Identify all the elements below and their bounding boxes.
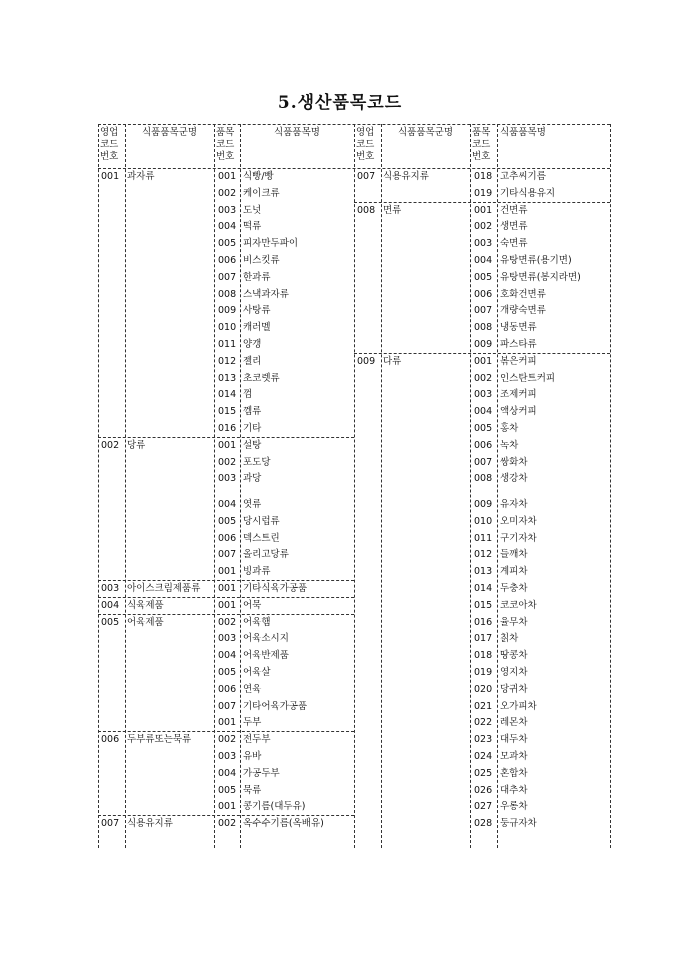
group-code: 008: [357, 204, 376, 216]
item-code: 004: [218, 650, 237, 662]
item-code: 023: [474, 734, 493, 746]
column-divider: [240, 124, 241, 848]
item-code: 006: [474, 288, 493, 300]
item-code: 013: [474, 566, 493, 578]
item-name: 숙면류: [500, 238, 528, 250]
header-group-name: 식품품목군명: [397, 127, 454, 138]
item-name: 계피차: [500, 566, 528, 578]
item-code: 002: [474, 372, 493, 384]
item-code: 008: [474, 473, 493, 485]
item-name: 껌: [243, 389, 253, 401]
item-name: 땅콩차: [500, 650, 528, 662]
item-name: 유탕면류(봉지라면): [500, 271, 581, 283]
item-code: 027: [474, 801, 493, 813]
item-name: 떡류: [243, 221, 262, 233]
item-name: 고추씨기름: [500, 171, 546, 182]
item-name: 포도당: [243, 456, 271, 468]
item-code: 007: [474, 305, 493, 317]
item-code: 024: [474, 751, 493, 762]
item-name: 유바: [243, 751, 262, 762]
group-name: 식육제품: [127, 599, 164, 611]
item-code: 015: [218, 406, 237, 418]
header-group-name: 식품품목군명: [141, 127, 198, 138]
item-name: 레몬차: [500, 717, 528, 729]
group-code: 006: [101, 734, 120, 746]
item-code: 019: [474, 187, 493, 199]
item-code: 007: [218, 271, 237, 283]
item-code: 004: [474, 406, 493, 418]
item-name: 기타식육가공품: [243, 583, 308, 594]
group-code: 003: [101, 583, 120, 594]
column-divider: [381, 124, 382, 848]
item-name: 액상커피: [500, 406, 537, 418]
group-code: 007: [357, 171, 376, 182]
item-name: 율무차: [500, 616, 528, 628]
item-name: 코코아차: [500, 599, 537, 611]
header-sales-code: 영업: [100, 127, 119, 138]
item-code: 002: [474, 221, 493, 233]
column-divider: [98, 124, 99, 848]
item-code: 007: [218, 549, 237, 561]
item-code: 003: [218, 751, 237, 762]
header-sales-code: 코드: [356, 139, 375, 150]
item-name: 케이크류: [243, 187, 280, 199]
header-item-code: 코드: [216, 139, 235, 150]
item-name: 생강차: [500, 473, 528, 485]
item-name: 연육: [243, 683, 262, 695]
item-name: 냉동면류: [500, 322, 537, 334]
item-code: 019: [474, 667, 493, 678]
item-code: 008: [474, 322, 493, 334]
item-code: 015: [474, 599, 493, 611]
item-code: 003: [218, 204, 237, 216]
group-divider: [98, 580, 354, 581]
item-name: 구기자차: [500, 532, 537, 544]
item-name: 호화건면류: [500, 288, 546, 300]
group-name: 아이스크림제품류: [127, 583, 201, 594]
column-divider: [214, 124, 215, 848]
item-name: 사탕류: [243, 305, 271, 317]
item-name: 건면류: [500, 204, 528, 216]
item-name: 조제커피: [500, 389, 537, 401]
header-sales-code: 번호: [100, 151, 119, 162]
item-code: 011: [218, 339, 237, 350]
item-code: 004: [474, 255, 493, 266]
group-name: 두부류또는묵류: [127, 734, 192, 746]
item-code: 013: [218, 372, 237, 384]
column-divider: [610, 124, 611, 848]
group-divider: [98, 614, 354, 615]
item-code: 001: [218, 566, 237, 578]
item-code: 002: [218, 616, 237, 628]
item-name: 두충차: [500, 583, 528, 594]
item-code: 018: [474, 171, 493, 182]
item-code: 020: [474, 683, 493, 695]
item-code: 005: [218, 784, 237, 796]
group-code: 009: [357, 355, 376, 367]
item-code: 006: [218, 683, 237, 695]
item-name: 캐러멜: [243, 322, 271, 334]
item-code: 010: [218, 322, 237, 334]
item-code: 009: [218, 305, 237, 317]
item-code: 004: [218, 767, 237, 779]
item-code: 005: [474, 423, 493, 434]
item-name: 들깨차: [500, 549, 528, 561]
group-name: 어육제품: [127, 616, 164, 628]
group-name: 당류: [127, 439, 146, 451]
item-code: 001: [218, 583, 237, 594]
item-name: 빙과류: [243, 566, 271, 578]
item-name: 가공두부: [243, 767, 280, 779]
item-code: 001: [474, 355, 493, 367]
item-code: 005: [474, 271, 493, 283]
item-code: 005: [218, 515, 237, 527]
item-name: 전두부: [243, 734, 271, 746]
item-name: 덱스트린: [243, 532, 280, 544]
item-name: 칡차: [500, 633, 519, 645]
item-code: 002: [218, 734, 237, 746]
group-code: 001: [101, 171, 120, 182]
group-name: 면류: [383, 204, 402, 216]
item-name: 도넛: [243, 204, 262, 216]
item-code: 006: [218, 255, 237, 266]
item-name: 어육소시지: [243, 633, 289, 645]
item-name: 개량숙면류: [500, 305, 546, 317]
header-item-code: 번호: [216, 151, 235, 162]
item-code: 001: [218, 439, 237, 451]
group-name: 식용유지류: [127, 818, 173, 830]
item-name: 양갱: [243, 339, 262, 350]
group-divider: [98, 437, 354, 438]
item-code: 003: [218, 633, 237, 645]
header-item-code: 품목: [472, 127, 491, 138]
item-code: 016: [218, 423, 237, 434]
header-sales-code: 영업: [356, 127, 375, 138]
item-name: 두부: [243, 717, 262, 729]
item-code: 001: [218, 171, 237, 182]
item-name: 과당: [243, 473, 262, 485]
item-name: 어묵: [243, 599, 262, 611]
item-name: 인스탄트커피: [500, 372, 556, 384]
item-code: 009: [474, 499, 493, 510]
header-item-code: 품목: [216, 127, 235, 138]
item-code: 017: [474, 633, 493, 645]
item-name: 유자차: [500, 499, 528, 510]
group-name: 다류: [383, 355, 402, 367]
header-item-name: 식품품목명: [500, 127, 546, 138]
item-code: 014: [474, 583, 493, 594]
item-code: 008: [218, 288, 237, 300]
item-name: 기타어육가공품: [243, 700, 308, 712]
item-code: 005: [218, 238, 237, 250]
item-name: 당시럽류: [243, 515, 280, 527]
header-item-code: 번호: [472, 151, 491, 162]
group-name: 과자류: [127, 171, 155, 182]
item-code: 004: [218, 221, 237, 233]
item-code: 016: [474, 616, 493, 628]
item-name: 기타식용유지: [500, 187, 556, 199]
item-name: 모과차: [500, 751, 528, 762]
item-code: 003: [218, 473, 237, 485]
item-name: 대두차: [500, 734, 528, 746]
item-name: 대추차: [500, 784, 528, 796]
item-name: 홍차: [500, 423, 519, 434]
item-name: 젤리: [243, 355, 262, 367]
group-code: 005: [101, 616, 120, 628]
item-name: 녹차: [500, 439, 519, 451]
item-code: 001: [218, 717, 237, 729]
item-code: 006: [474, 439, 493, 451]
group-code: 002: [101, 439, 120, 451]
item-name: 둥규자차: [500, 818, 537, 830]
item-code: 003: [474, 238, 493, 250]
item-name: 묵류: [243, 784, 262, 796]
item-name: 오가피차: [500, 700, 537, 712]
header-item-name: 식품품목명: [274, 127, 320, 138]
column-divider: [354, 124, 355, 848]
item-code: 004: [218, 499, 237, 510]
column-divider: [125, 124, 126, 848]
item-code: 001: [218, 599, 237, 611]
item-code: 005: [218, 667, 237, 678]
item-code: 012: [474, 549, 493, 561]
column-divider: [470, 124, 471, 848]
item-code: 007: [474, 456, 493, 468]
item-code: 026: [474, 784, 493, 796]
item-name: 볶은커피: [500, 355, 537, 367]
item-code: 006: [218, 532, 237, 544]
item-name: 콩기름(대두유): [243, 801, 306, 813]
item-code: 002: [218, 818, 237, 830]
item-name: 피자만두파이: [243, 238, 299, 250]
item-name: 비스킷류: [243, 255, 280, 266]
item-code: 001: [218, 801, 237, 813]
item-name: 어육햄: [243, 616, 271, 628]
group-divider: [98, 731, 354, 732]
item-name: 어육반제품: [243, 650, 289, 662]
item-code: 018: [474, 650, 493, 662]
item-name: 오미자차: [500, 515, 537, 527]
item-name: 파스타류: [500, 339, 537, 350]
item-code: 002: [218, 187, 237, 199]
group-divider: [354, 353, 610, 354]
group-code: 004: [101, 599, 120, 611]
item-code: 001: [474, 204, 493, 216]
header-sales-code: 코드: [100, 139, 119, 150]
item-code: 002: [218, 456, 237, 468]
group-divider: [354, 202, 610, 203]
item-name: 기타: [243, 423, 262, 434]
item-name: 옥수수기름(옥배유): [243, 818, 324, 830]
item-name: 우롱차: [500, 801, 528, 813]
group-code: 007: [101, 818, 120, 830]
item-name: 한과류: [243, 271, 271, 283]
group-name: 식용유지류: [383, 171, 429, 182]
item-code: 007: [218, 700, 237, 712]
item-name: 엿류: [243, 499, 262, 510]
group-divider: [98, 597, 354, 598]
header-item-code: 코드: [472, 139, 491, 150]
item-code: 012: [218, 355, 237, 367]
column-divider: [497, 124, 498, 848]
item-name: 쌍화차: [500, 456, 528, 468]
item-name: 혼합차: [500, 767, 528, 779]
item-code: 011: [474, 532, 493, 544]
item-name: 껨류: [243, 406, 262, 418]
item-name: 식빵/빵: [243, 171, 274, 182]
item-code: 025: [474, 767, 493, 779]
item-name: 스낵과자류: [243, 288, 289, 300]
item-code: 009: [474, 339, 493, 350]
item-name: 유탕면류(용기면): [500, 255, 572, 266]
header-sales-code: 번호: [356, 151, 375, 162]
item-code: 028: [474, 818, 493, 830]
item-code: 003: [474, 389, 493, 401]
item-code: 021: [474, 700, 493, 712]
page-title: 5.생산품목코드: [277, 93, 403, 113]
item-name: 올리고당류: [243, 549, 289, 561]
item-name: 생면류: [500, 221, 528, 233]
item-name: 설탕: [243, 439, 262, 451]
item-name: 어육살: [243, 667, 271, 678]
item-name: 당귀차: [500, 683, 528, 695]
item-code: 010: [474, 515, 493, 527]
item-name: 영지차: [500, 667, 528, 678]
item-name: 초코렛류: [243, 372, 280, 384]
item-code: 014: [218, 389, 237, 401]
item-code: 022: [474, 717, 493, 729]
group-divider: [98, 815, 354, 816]
